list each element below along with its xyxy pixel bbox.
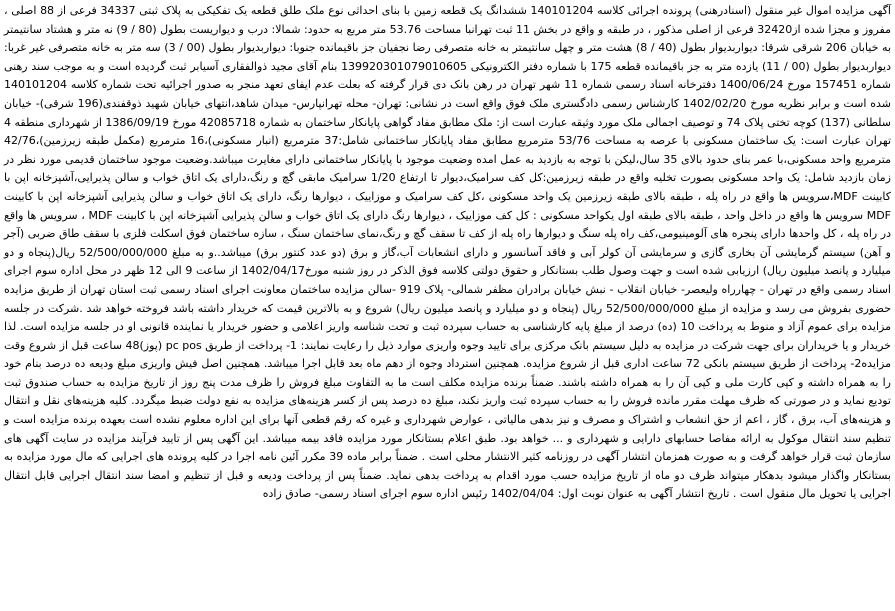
notice-text	[4, 2, 891, 504]
notice-title: آگهی مزایده اموال غیر منقول (اسنادرهنی) پرونده اجرائی کلاسه 140101204	[530, 4, 891, 17]
notice-body: ششدانگ یک قطعه زمین با بنای احداثی نوع ملک طلق قطعه یک تفکیکی به پلاک ثبتی 34337 فرعی از 88 اصلی ، مفروز و مجزا شده از32420 فرعی از اصلی مذکور ، در طبقه و واقع در بخش 11 ثبت تهرانبا مساحت 53.76 متر مربع به حدود: شمالا: درب و دیواریست بطول (80 / 9) نه متر و هشتاد سانتیمتر به خیابان 206 شرقی شرقا: دیواربدیوار بطول (40 / 8) هشت متر و چهل سانتیمتر به خانه متصرفی رضا نجفیان جز باقیمانده جنوبا: دیواربدیوار بطول (00 / 3) سه متر به خانه متصرفی غیر غربا: دیواربدیوار بطول (00 / 11) یازده متر به جز باقیمانده قطعه 175 با شماره دفتر الکترونیکی 139920301079010605 بنام آقای مجید ذوالفقاری آسیابر ثبت گردیده است و به موجب سند رهنی شماره 157451 مورخ 1400/06/24 دفترخانه اسناد رسمی شماره 11 شهر تهران در رهن بانک دی قرار گرفته که بعلت عدم ایفای تعهد منجر به صدور اجرائیه تحت شماره کلاسه 140101204 شده است و برابر نظریه مورخ 1402/02/20 کارشناس رسمی دادگستری ملک فوق واقع است در نشانی: تهران- محله تهرانپارس- میدان شاهد،انتهای خیابان شهید ذوقفندی(196 شرقی)- خیابان سلطانی (137) کوچه تختی پلاک 74 و توصیف اجمالی ملک مورد وثیقه عبارت است از: ملک مطابق مفاد گواهی پایانکار ساختمان به شماره 42085718 مورخ 1386/09/19 از شهرداری منطقه 4 تهران عبارت است: یک ساختمان مسکونی با عرصه به مساحت 53/76 مترمربع مطابق مفاد پایانکار ساختمانی شامل:37 مترمربع (انبار مسکونی)،16 مترمربع (مکمل طبقه زیرزمین)،42/76 مترمربع واحد مسکونی،با عمر بنای حدود بالای 35 سال،لیکن با توجه به بازدید به عمل امده وضعیت موجود با پایانکار ساختمانی دارای مغایرت میباشد.وضعیت موجود ساختمان قدیمی مورد نظر در زمان بازدید شامل: یک واحد مسکونی بصورت تخلیه واقع در طبقه زیرزمین:کل کف سرامیک،دیوار تا ارتفاع 1/20 سرامیک مابقی گچ و رنگ،دارای یک اتاق خواب و سالن پذیرایی،آشپزخانه اپن با کابینت MDF،سرویس ها واقع در راه پله ، طبقه بالای طبقه زیرزمین یک واحد مسکونی ،کل کف سرامیک و موزاییک ، دیوارها رنگ، دارای یک اتاق خواب و سالن پذیرایی آشپزخانه اپن با کابینت MDF سرویس ها واقع در داخل واحد ، طبقه بالای طبقه اول یکواحد مسکونی : کل کف موزاییک ، دیوارها رنگ دارای یک اتاق خواب و سالن پذیرایی آشپزخانه اپن با کابینت MDF ، سرویس ها واقع در راه پله ، کل واحدها دارای پنجره های آلومینیومی،کف راه پله سنگ و دیوارها راه پله از کف تا سقف گچ و رنگ،نمای ساختمان سنگ ، سازه ساختمان فوق اسکلت فلزی با سقف طاق ضربی (آجر و آهن) سیستم گرمایشی آن بخاری گازی و سرمایشی آن کولر آبی و فاقد آسانسور و دارای انشعابات آب،گاز و برق (دو عدد کنتور برق) میباشد..و به مبلغ 52/500/000/000 ریال(پنجاه و دو میلیارد و پانصد میلیون ریال) ارزیابی شده است و جهت وصول طلب بستانکار و حقوق دولتی کلاسه فوق الذکر در روز شنبه مورخ1402/04/17 از ساعت 9 الی 12 ظهر در محل اداره سوم اجرای اسناد رسمی واقع در تهران - چهارراه ولیعصر- خیابان انقلاب - نبش خیابان برادران مظفر شمالی- پلاک 919 -سالن مزایده ساختمان معاونت اجرای اسناد رسمی ثبت استان تهران از طریق مزایده حضوری بفروش می رسد و مزایده از مبلغ 52/500/000/000 ریال (پنجاه و دو میلیارد و پانصد میلیون ریال) شروع و به بالاترین قیمت که خریدار داشته باشد فروخته خواهد شد .شرکت در جلسه مزایده برای عموم آزاد و منوط به پرداخت 10 (ده) درصد از مبلغ پایه کارشناسی به حساب سپرده ثبت و تحت شناسه واریز اعلامی و حضور خریدار یا نماینده قانونی او در جلسه مزایده است. لذا خریدار و یا خریداران برای جهت شرکت در مزایده به دلیل سیستم بانک مرکزی برای تایید وجوه واریزی موارد ذیل را رعایت نمایند: 1- پرداخت از طریق pc pos (پوز)48 ساعت قبل از شروع وقت مزایده2- پرداخت از طریق سیستم بانکی 72 ساعت اداری قبل از شروع مزایده. همچنین استرداد وجوه از دهم ماه بعد قابل اجرا میباشد. همچنین اصل فیش واریزی مبلغ ودیعه ده درصد بنام خود را به همراه داشته و کپی کارت ملی و کپی آن را به همراه داشته باشند. ضمناً برنده مزایده مکلف است ما به التفاوت مبلغ فروش را ظرف مدت پنج روز از تاریخ مزایده به حساب صندوق ثبت تودیع نماید و در صورتی که ظرف مهلت مقرر مانده فروش را به حساب سپرده ثبت واریز نکند، مبلغ ده درصد پس از کسر هزینه‌های مزایده به نفع دولت ضبط میگردد. کلیه هزینه‌های نقل و انتقال و هزینه‌های آب، برق ، گاز ، اعم از حق انشعاب و اشتراک و مصرف و نیز بدهی مالیاتی ، عوارض شهرداری و غیره که رقم قطعی آنها برای این اداره معلوم نشده است بعهده برنده مزایده است و تنظیم سند انتقال موکول به ارائه مفاصا حسابهای دارایی و شهرداری و ... خواهد بود. طبق اعلام بستانکار مورد مزایده فاقد بیمه میباشد. این آگهی پس از تایید فرآیند مزایده در سایت آگهی های سازمان ثبت قرار خواهد گرفت و به صورت همزمان انتشار آگهی در روزنامه کثیر الانتشار محلی است . ضمناً برابر ماده 39 مکرر آئین نامه اجرا در کلیه پرونده های اجرایی که مال مورد مزایده به بستانکار واگذار میشود بدهکار میتواند ظرف دو ماه از تاریخ مزایده حسب مورد اقدام به پرداخت بدهی نماید. ضمناً پس از پرداخت ودیعه و قبل از تنظیم و امضا سند انتقال اجرایی قابل انتقال اجرایی یا تحویل مال منقول است . تاریخ انتشار آگهی به عنوان نوبت اول: 1402/04/04 رئیس اداره سوم اجرای اسناد رسمی- صادق زاده	[4, 4, 892, 501]
